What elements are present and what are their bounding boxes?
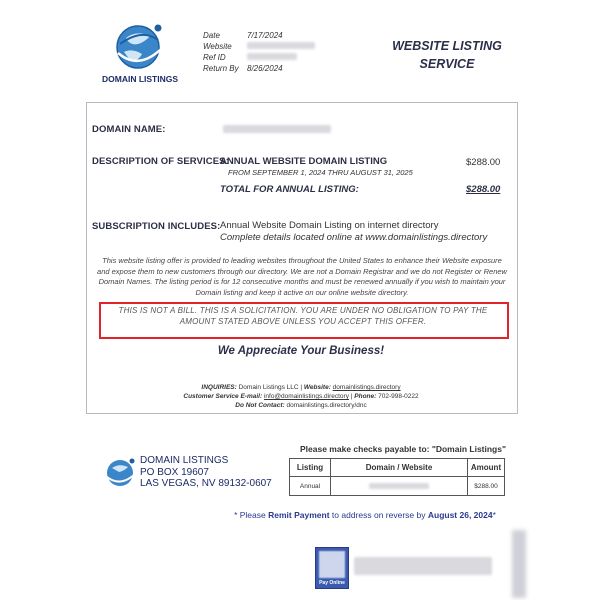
globe-logo-icon: [112, 20, 164, 72]
globe-small-logo-icon: [104, 456, 136, 488]
redacted-table-domain: [369, 483, 429, 489]
service-name: ANNUAL WEBSITE DOMAIN LISTING: [220, 156, 388, 167]
service-price: $288.00: [466, 157, 501, 168]
solicitation-notice: THIS IS NOT A BILL. THIS IS A SOLICITATION. YOU ARE UNDER NO OBLIGATION TO PAY THE AMOUNT STATED ABOVE UNLESS YOU ACCEPT THIS OFFER.: [118, 306, 488, 326]
redacted-website: [247, 42, 315, 49]
payable-to-text: Please make checks payable to: "Domain Listings": [300, 444, 507, 454]
service-period: FROM SEPTEMBER 1, 2024 THRU AUGUST 31, 2025: [228, 168, 413, 177]
redacted-domain: [223, 125, 331, 133]
remit-table: [289, 458, 505, 496]
dnc-value: domainlistings.directory/dnc: [286, 402, 367, 409]
table-cell-domain: [331, 477, 468, 496]
remit-instruction: [220, 510, 510, 520]
return-label: Return By: [203, 64, 239, 73]
document-title: [392, 37, 502, 73]
qr-code-icon: [319, 551, 345, 578]
redacted-refid: [247, 53, 297, 60]
date-label: Date: [203, 31, 220, 40]
refid-label: Ref ID: [203, 53, 226, 62]
table-row: [290, 477, 505, 496]
service-email-link[interactable]: info@domainlistings.directory: [263, 393, 349, 400]
table-header-domain: Domain / Website: [331, 459, 468, 477]
title-line-1: WEBSITE LISTING: [392, 39, 502, 53]
redacted-reference: [354, 557, 492, 575]
redacted-side-code: [512, 530, 526, 598]
total-price: $288.00: [466, 184, 501, 195]
appreciation-text: We Appreciate Your Business!: [217, 345, 385, 357]
remit-suffix: *: [492, 510, 496, 520]
contact-block: INQUIRIES: Domain Listings LLC | Website: domainlistings.directory Customer Service E-mail: info@domainlistings.directory | Phone: 702-998-0222 Do Not Contact: domainlistings.directory/dnc: [183, 384, 419, 409]
website-label-contact: Website:: [303, 384, 331, 391]
offer-paragraph: This website listing offer is provided to leading websites throughout the United States to enhance their Website exposure and expose them to new customers through our directory. We are not a Domain Registrar and we do not Register or Renew Domain Names. The listing period is for 12 consecutive months and must be renewed annually if you wish to maintain your Domain listing and keep it active on our online website directory.: [97, 256, 507, 297]
website-label: Website: [203, 42, 232, 51]
title-line-2: SERVICE: [419, 57, 475, 71]
remit-mid: to address on reverse by: [331, 510, 426, 520]
table-cell-listing: Annual: [290, 477, 331, 496]
dnc-label: Do Not Contact:: [235, 402, 285, 409]
company-name: DOMAIN LISTINGS: [140, 455, 229, 466]
table-header-listing: Listing: [290, 459, 331, 477]
subscription-line-2: Complete details located online at www.domainlistings.directory: [220, 232, 488, 243]
remit-bold-1: Remit Payment: [268, 510, 330, 520]
description-label: DESCRIPTION OF SERVICES:: [92, 156, 229, 167]
table-header-amount: Amount: [468, 459, 505, 477]
city-state-zip: LAS VEGAS, NV 89132-0607: [140, 478, 272, 489]
return-value: 8/26/2024: [247, 64, 283, 73]
table-cell-amount: $288.00: [468, 477, 505, 496]
phone-value: 702-998-0222: [378, 393, 419, 400]
phone-label: Phone:: [354, 393, 377, 400]
pay-online-button[interactable]: [315, 547, 349, 589]
service-email-label: Customer Service E-mail:: [183, 393, 263, 400]
remit-prefix: * Please: [234, 510, 266, 520]
website-link[interactable]: domainlistings.directory: [332, 384, 401, 391]
remit-address: [140, 455, 272, 490]
subscription-label: SUBSCRIPTION INCLUDES:: [92, 221, 221, 232]
inquiries-text: Domain Listings LLC |: [238, 384, 303, 391]
remit-bold-2: August 26, 2024: [427, 510, 493, 520]
total-label: TOTAL FOR ANNUAL LISTING:: [220, 184, 359, 195]
inquiries-label: INQUIRIES:: [201, 384, 237, 391]
domain-name-label: DOMAIN NAME:: [92, 124, 166, 135]
meta-block: [203, 30, 337, 74]
po-box: PO BOX 19607: [140, 466, 209, 478]
logo-text: DOMAIN LISTINGS: [101, 74, 179, 84]
subscription-line-1: Annual Website Domain Listing on internet directory: [220, 220, 439, 231]
date-value: 7/17/2024: [247, 31, 283, 40]
pay-online-label: Pay Online: [319, 580, 345, 586]
